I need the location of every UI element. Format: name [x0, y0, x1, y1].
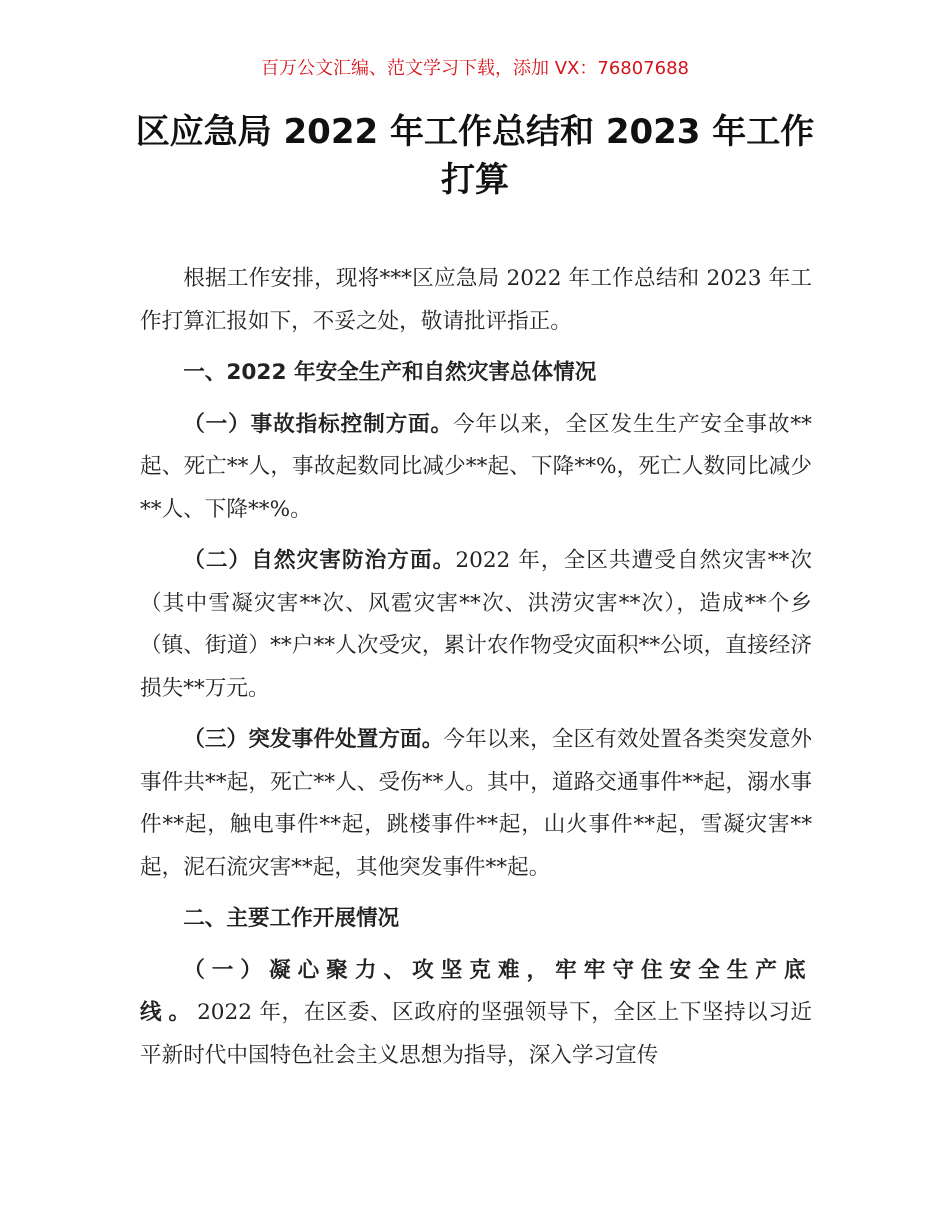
section-1-item-3-lead: （三）突发事件处置方面。 [183, 727, 444, 752]
document-title [100, 108, 850, 204]
section-2-item-1-text: 2022 年，在区委、区政府的坚强领导下，全区上下坚持以习近平新时代中国特色社会主义思想为指导，深入学习宣传 [140, 1000, 812, 1068]
section-1-item-2-lead: （二）自然灾害防治方面。 [183, 548, 456, 573]
intro-paragraph: 根据工作安排，现将***区应急局 2022 年工作总结和 2023 年工作打算汇报如下，不妥之处，敬请批评指正。 [140, 266, 812, 334]
title-line-2: 打算 [441, 160, 509, 200]
section-2-item-1-lead: （一）凝心聚力、攻坚克难，牢牢守住安全生产底线。 [140, 957, 812, 1025]
title-line-1: 区应急局 2022 年工作总结和 2023 年工作 [135, 112, 815, 152]
section-1-item-1 [140, 404, 812, 532]
section-1-item-3 [140, 719, 812, 889]
section-1-item-3-text: 今年以来，全区有效处置各类突发意外事件共**起，死亡**人、受伤**人。其中，道路交通事件**起，溺水事件**起，触电事件**起，跳楼事件**起，山火事件**起，雪凝灾害**起，泥石流灾害**起，其他突发事件**起。 [140, 727, 812, 880]
watermark-text: 百万公文汇编、范文学习下载，添加 VX：76807688 [261, 58, 689, 79]
section-1-item-1-lead: （一）事故指标控制方面。 [183, 411, 454, 437]
document-body [140, 258, 812, 1077]
section-1-item-1-text: 今年以来，全区发生生产安全事故**起、死亡**人，事故起数同比减少**起、下降**%，死亡人数同比减少**人、下降**%。 [140, 411, 812, 522]
section-2-item-1 [140, 950, 812, 1078]
section-1-heading: 一、2022 年安全生产和自然灾害总体情况 [183, 360, 597, 385]
section-1-item-2-text: 2022 年，全区共遭受自然灾害**次（其中雪凝灾害**次、风雹灾害**次、洪涝灾害**次），造成**个乡（镇、街道）**户**人次受灾，累计农作物受灾面积**公顷，直接经济损失**万元。 [140, 548, 812, 701]
section-1-item-2 [140, 540, 812, 710]
section-2-heading: 二、主要工作开展情况 [183, 906, 400, 931]
